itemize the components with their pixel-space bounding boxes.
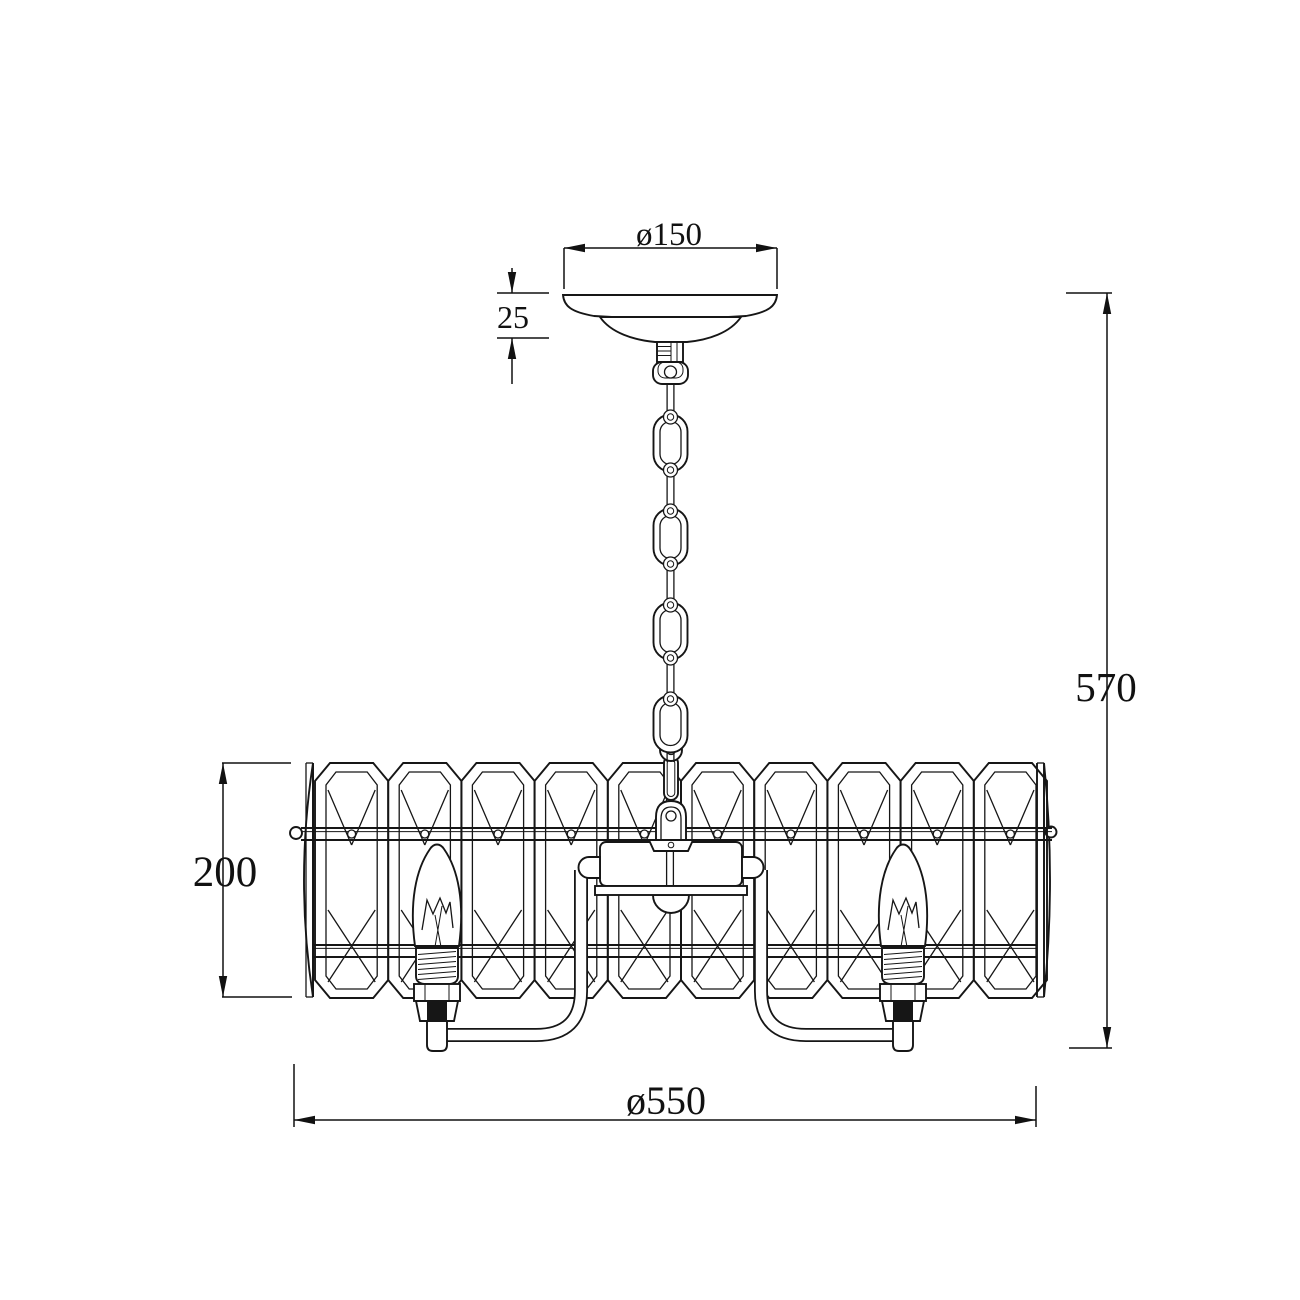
panel-facet-x [987, 910, 1034, 982]
rivet [714, 830, 722, 838]
chain-ring [664, 557, 678, 571]
dimension-body-height [193, 763, 292, 997]
left-end-cap [290, 763, 313, 997]
body-diameter-label: ø550 [626, 1078, 706, 1123]
arrowhead [564, 244, 585, 252]
left-bracket [579, 857, 601, 878]
canopy-bell [600, 317, 741, 342]
rivet [348, 830, 356, 838]
arrowhead [1015, 1116, 1036, 1124]
overall-height-label: 570 [1075, 664, 1137, 710]
crystal-panel [461, 763, 534, 998]
canopy-height-label: 25 [497, 299, 529, 335]
dimension-overall-height [1066, 293, 1137, 1048]
arrowhead [219, 976, 227, 997]
chain-ring [664, 651, 678, 665]
chain-ring [664, 463, 678, 477]
chain-ring [664, 598, 678, 612]
chain-ring [664, 692, 678, 706]
canopy-stem [653, 342, 688, 384]
chain-ring [664, 504, 678, 518]
right-bracket [742, 857, 764, 878]
chain-hanger [649, 739, 693, 851]
chain-link-inner [660, 516, 681, 559]
rivet [933, 830, 941, 838]
rivet [1006, 830, 1014, 838]
socket-knurl [893, 1001, 913, 1021]
stem-clevis-hole [665, 366, 677, 378]
rivet [494, 830, 502, 838]
socket-stem [427, 1021, 447, 1051]
bulb-glass [879, 845, 927, 947]
panel-facet-x [767, 910, 814, 982]
dimension-canopy-diameter [564, 217, 777, 289]
crystal-panel [974, 763, 1047, 998]
candle-bulb-assembly [761, 845, 927, 1052]
canopy-saucer [563, 295, 777, 319]
socket-stem [893, 1021, 913, 1051]
chain-link-inner [660, 422, 681, 465]
crystal-panel [315, 763, 388, 998]
ceiling-canopy [563, 295, 777, 384]
canopy-diameter-label: ø150 [636, 217, 702, 253]
stem-block [657, 342, 683, 362]
rivet [860, 830, 868, 838]
body-height-label: 200 [192, 849, 258, 896]
suspension-chain [654, 383, 688, 762]
chain-ring [664, 410, 678, 424]
arrowhead [1103, 293, 1111, 314]
arrowhead [508, 338, 516, 359]
arrowhead [294, 1116, 315, 1124]
finial-nut [653, 895, 689, 913]
chain-link-inner [660, 610, 681, 653]
bulb-glass [413, 845, 461, 947]
dimension-canopy-height [497, 268, 549, 384]
frame-bar [595, 886, 747, 895]
socket-collar [414, 984, 460, 1001]
panel-facet-x [474, 910, 521, 982]
arrowhead [756, 244, 777, 252]
rivet [421, 830, 429, 838]
arrowhead [1103, 1027, 1111, 1048]
rivet [567, 830, 575, 838]
left-knob [290, 827, 302, 839]
panel-facet-x [621, 910, 668, 982]
panel-facet-x [328, 910, 375, 982]
hanger-link [664, 756, 678, 800]
socket-knurl [427, 1001, 447, 1021]
hanger-pin-hole [666, 811, 676, 821]
chain-link-inner [660, 703, 681, 746]
mounting-frame [595, 739, 747, 913]
socket-collar [880, 984, 926, 1001]
panel-facet-x [694, 910, 741, 982]
rivet [640, 830, 648, 838]
rivet [787, 830, 795, 838]
dimension-body-diameter [294, 1064, 1036, 1127]
hanger-plate [649, 840, 693, 851]
arrowhead [508, 272, 516, 293]
arrowhead [219, 763, 227, 784]
crystal-panel [535, 763, 608, 998]
